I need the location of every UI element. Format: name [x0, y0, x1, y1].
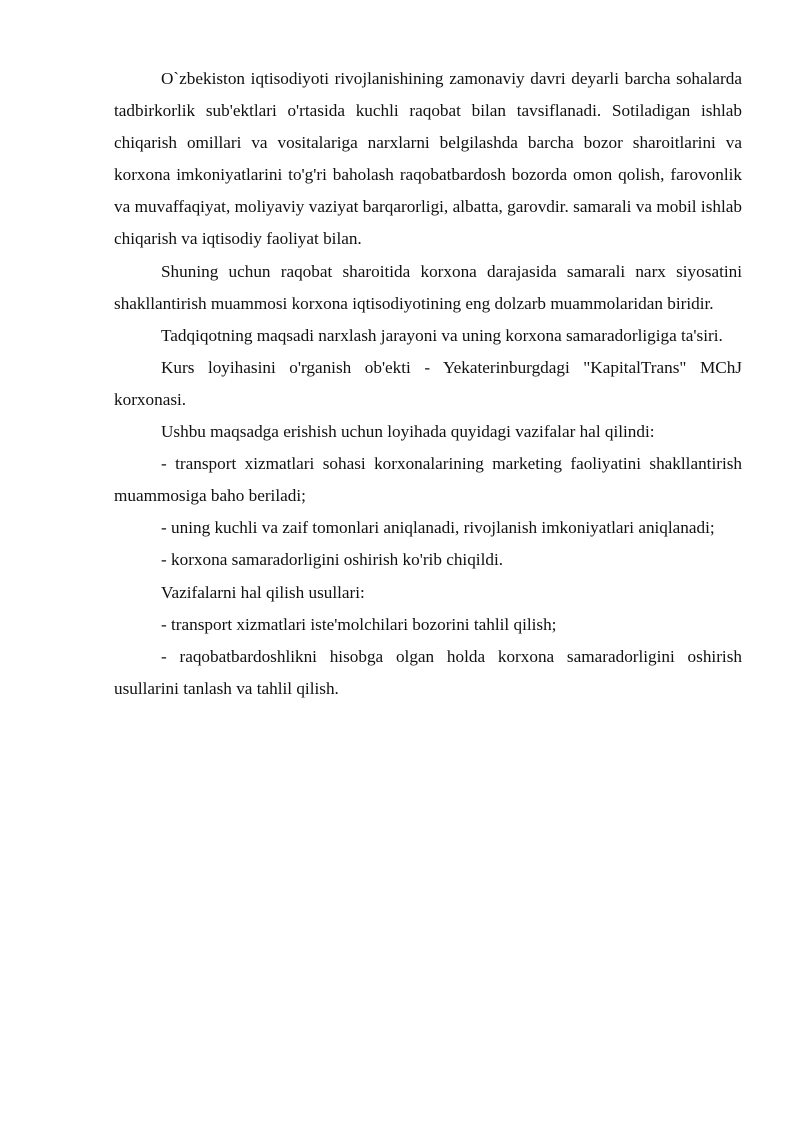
paragraph-task-3: - korxona samaradorligini oshirish ko'rib chiqildi. [161, 550, 504, 570]
paragraph-method-1: - transport xizmatlari iste'molchilari bozorini tahlil qilish; [161, 614, 557, 634]
paragraph-task-2: - uning kuchli va zaif tomonlari aniqlanadi, rivojlanish imkoniyatlari aniqlanadi; [161, 518, 715, 538]
document-page [114, 63, 742, 705]
paragraph-goal: Tadqiqotning maqsadi narxlash jarayoni va uning korxona samaradorligiga ta'siri. [161, 325, 723, 345]
paragraph-task-1: - transport xizmatlari sohasi korxonalarining marketing faoliyatini shakllantirish muammosiga baho beriladi; [114, 454, 742, 506]
paragraph-object: Kurs loyihasini o'rganish ob'ekti - Yekaterinburgdagi "KapitalTrans" MChJ korxonasi. [114, 357, 742, 409]
paragraph-problem: Shuning uchun raqobat sharoitida korxona darajasida samarali narx siyosatini shakllantirish muammosi korxona iqtisodiyotining eng dolzarb muammolaridan biridir. [114, 261, 742, 313]
paragraph-tasks-intro: Ushbu maqsadga erishish uchun loyihada quyidagi vazifalar hal qilindi: [161, 422, 655, 442]
paragraph-methods-intro: Vazifalarni hal qilish usullari: [161, 582, 365, 602]
paragraph-intro: O`zbekiston iqtisodiyoti rivojlanishining zamonaviy davri deyarli barcha sohalarda tadbirkorlik sub'ektlari o'rtasida kuchli raqobat bilan tavsiflanadi. Sotiladigan ishlab chiqarish omillari va vositalariga narxlarni belgilashda barcha bozor sharoitlarini va korxona imkoniyatlarini to'g'ri baholash raqobatbardosh bozorda omon qolish, farovonlik va muvaffaqiyat, moliyaviy vaziyat barqarorligi, albatta, garovdir. samarali va mobil ishlab chiqarish va iqtisodiy faoliyat bilan. [114, 69, 742, 249]
paragraph-method-2: - raqobatbardoshlikni hisobga olgan holda korxona samaradorligini oshirish usullarini tanlash va tahlil qilish. [114, 646, 742, 698]
